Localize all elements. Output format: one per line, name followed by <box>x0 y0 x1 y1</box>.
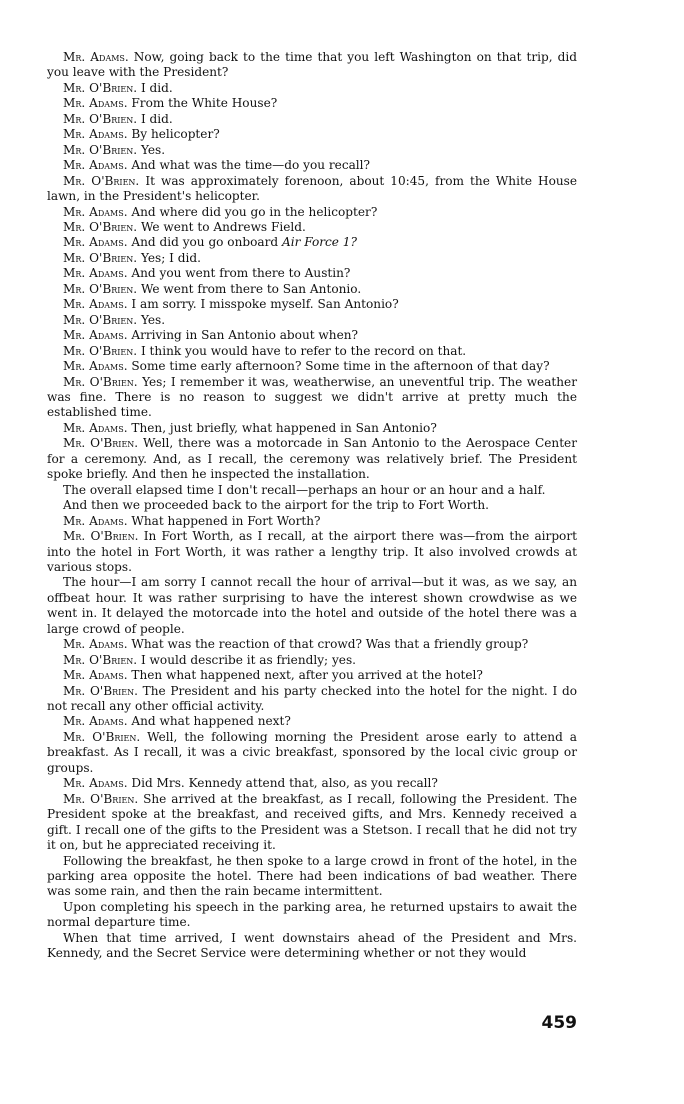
paragraph-text: When that time arrived, I went downstairs ahead of the President and Mrs. Kennedy, and the Secret Service were determining whether or not they would <box>47 930 577 961</box>
speaker-name: Mr. Adams. <box>63 359 128 374</box>
transcript-paragraph <box>47 174 577 205</box>
paragraph-text: And what was the time—do you recall? <box>127 158 371 173</box>
transcript-paragraph <box>47 668 577 683</box>
transcript-paragraph <box>47 344 577 359</box>
transcript-paragraph <box>47 529 577 575</box>
speaker-name: Mr. Adams. <box>63 513 128 528</box>
paragraph-text: I am sorry. I misspoke myself. San Antonio? <box>127 297 399 312</box>
speaker-name: Mr. Adams. <box>63 50 129 64</box>
transcript-paragraph <box>47 266 577 281</box>
transcript-paragraph <box>47 81 577 96</box>
transcript-paragraph <box>47 375 577 421</box>
paragraph-text: Yes. <box>137 312 166 327</box>
speaker-name: Mr. O'Brien. <box>63 374 138 389</box>
paragraph-text: And what happened next? <box>127 714 291 729</box>
transcript-paragraph <box>47 854 577 900</box>
speaker-name: Mr. O'Brien. <box>63 219 138 234</box>
speaker-name: Mr. O'Brien. <box>63 80 138 95</box>
paragraph-text: The President and his party checked into the hotel for the night. I do not recall any other official activity. <box>47 683 578 714</box>
speaker-name: Mr. Adams. <box>63 328 128 343</box>
transcript-paragraph <box>47 792 577 854</box>
page-number: 459 <box>541 1013 577 1033</box>
transcript-paragraph <box>47 575 577 637</box>
speaker-name: Mr. Adams. <box>63 714 128 729</box>
transcript-paragraph <box>47 653 577 668</box>
transcript-paragraph <box>47 251 577 266</box>
speaker-name: Mr. Adams. <box>63 127 128 142</box>
paragraph-text: Did Mrs. Kennedy attend that, also, as you recall? <box>127 776 438 791</box>
transcript-paragraph <box>47 220 577 235</box>
paragraph-text: In Fort Worth, as I recall, at the airport there was—from the airport into the hotel in Fort Worth, it was rather a lengthy trip. It also involved crowds at various stops. <box>47 529 577 574</box>
paragraph-text: Following the breakfast, he then spoke to a large crowd in front of the hotel, in the parking area opposite the hotel. There had been indications of bad weather. There was some rain, and then the rain became intermittent. <box>47 853 577 899</box>
paragraph-text: Some time early afternoon? Some time in the afternoon of that day? <box>127 359 550 374</box>
transcript-paragraph <box>47 235 577 250</box>
speaker-name: Mr. Adams. <box>63 204 128 219</box>
speaker-name: Mr. Adams. <box>63 96 128 111</box>
speaker-name: Mr. O'Brien. <box>63 791 139 806</box>
paragraph-text: I think you would have to refer to the record on that. <box>137 343 467 358</box>
transcript-paragraph <box>47 328 577 343</box>
paragraph-text: I did. <box>137 111 173 126</box>
paragraph-text: The overall elapsed time I don't recall—perhaps an hour or an hour and a half. <box>63 482 546 497</box>
speaker-name: Mr. Adams. <box>63 158 128 173</box>
transcript-paragraph <box>47 359 577 374</box>
speaker-name: Mr. O'Brien. <box>63 343 138 358</box>
speaker-name: Mr. O'Brien. <box>63 250 138 265</box>
paragraph-text: By helicopter? <box>127 127 220 142</box>
transcript-paragraph <box>47 143 577 158</box>
paragraph-text: Now, going back to the time that you left Washington on that trip, did you leave with the President? <box>47 50 577 80</box>
transcript-page <box>47 50 577 962</box>
transcript-paragraph <box>47 297 577 312</box>
transcript-paragraph <box>47 483 577 498</box>
italic-text: Air Force 1? <box>281 235 357 250</box>
paragraph-text: And did you go onboard <box>127 235 282 250</box>
paragraph-text: We went to Andrews Field. <box>137 219 306 234</box>
paragraph-text: From the White House? <box>127 96 278 111</box>
transcript-body <box>47 50 577 962</box>
transcript-paragraph <box>47 436 577 482</box>
paragraph-text: It was approximately forenoon, about 10:45, from the White House lawn, in the President's helicopter. <box>47 173 577 204</box>
transcript-paragraph <box>47 637 577 652</box>
transcript-paragraph <box>47 96 577 111</box>
speaker-name: Mr. Adams. <box>63 235 128 250</box>
transcript-paragraph <box>47 931 577 962</box>
paragraph-text: And you went from there to Austin? <box>127 266 351 281</box>
paragraph-text: I would describe it as friendly; yes. <box>137 652 357 667</box>
speaker-name: Mr. O'Brien. <box>63 111 138 126</box>
paragraph-text: Then, just briefly, what happened in San Antonio? <box>127 420 437 435</box>
paragraph-text: We went from there to San Antonio. <box>137 281 362 296</box>
paragraph-text: I did. <box>137 80 173 95</box>
speaker-name: Mr. O'Brien. <box>63 312 138 327</box>
transcript-paragraph <box>47 50 577 81</box>
speaker-name: Mr. O'Brien. <box>63 729 141 744</box>
transcript-paragraph <box>47 313 577 328</box>
speaker-name: Mr. O'Brien. <box>63 652 138 667</box>
transcript-paragraph <box>47 900 577 931</box>
paragraph-text: Upon completing his speech in the parking area, he returned upstairs to await the normal departure time. <box>47 899 577 930</box>
speaker-name: Mr. Adams. <box>63 668 128 683</box>
transcript-paragraph <box>47 684 577 715</box>
speaker-name: Mr. O'Brien. <box>63 436 139 451</box>
transcript-paragraph <box>47 498 577 513</box>
speaker-name: Mr. O'Brien. <box>63 142 138 157</box>
paragraph-text: And then we proceeded back to the airport for the trip to Fort Worth. <box>63 498 489 513</box>
transcript-paragraph <box>47 282 577 297</box>
paragraph-text: And where did you go in the helicopter? <box>127 204 378 219</box>
transcript-paragraph <box>47 158 577 173</box>
speaker-name: Mr. O'Brien. <box>63 529 139 544</box>
transcript-paragraph <box>47 112 577 127</box>
transcript-paragraph <box>47 514 577 529</box>
paragraph-text: What happened in Fort Worth? <box>127 513 321 528</box>
paragraph-text: Yes. <box>137 142 166 157</box>
transcript-paragraph <box>47 127 577 142</box>
paragraph-text: She arrived at the breakfast, as I recall, following the President. The President spoke at the breakfast, and received gifts, and Mrs. Kennedy received a gift. I recall one of the gifts to the President was a Stetson. I recall that he did not try it on, but he appreciated receiving it. <box>47 791 577 853</box>
paragraph-text: Yes; I did. <box>137 250 201 265</box>
transcript-paragraph <box>47 730 577 776</box>
transcript-paragraph <box>47 776 577 791</box>
speaker-name: Mr. O'Brien. <box>63 173 140 188</box>
speaker-name: Mr. O'Brien. <box>63 683 138 698</box>
speaker-name: Mr. Adams. <box>63 420 128 435</box>
transcript-paragraph <box>47 714 577 729</box>
paragraph-text: What was the reaction of that crowd? Was that a friendly group? <box>127 637 529 652</box>
speaker-name: Mr. O'Brien. <box>63 281 138 296</box>
transcript-paragraph <box>47 421 577 436</box>
paragraph-text: Arriving in San Antonio about when? <box>127 328 359 343</box>
speaker-name: Mr. Adams. <box>63 637 128 652</box>
speaker-name: Mr. Adams. <box>63 776 128 791</box>
paragraph-text: Well, the following morning the President arose early to attend a breakfast. As I recall, it was a civic breakfast, sponsored by the local civic group or groups. <box>47 729 577 775</box>
paragraph-text: Yes; I remember it was, weatherwise, an uneventful trip. The weather was fine. There is no reason to suggest we didn't arrive at pretty much the established time. <box>47 374 577 420</box>
paragraph-text: Then what happened next, after you arrived at the hotel? <box>127 668 483 683</box>
paragraph-text: Well, there was a motorcade in San Antonio to the Aerospace Center for a ceremony. And, as I recall, the ceremony was relatively brief. The President spoke briefly. And then he inspected the installation. <box>47 436 577 482</box>
paragraph-text: The hour—I am sorry I cannot recall the hour of arrival—but it was, as we say, an offbeat hour. It was rather surprising to have the interest shown crowdwise as we went in. It delayed the motorcade into the hotel and outside of the hotel there was a large crowd of people. <box>47 575 577 636</box>
speaker-name: Mr. Adams. <box>63 266 128 281</box>
transcript-paragraph <box>47 205 577 220</box>
speaker-name: Mr. Adams. <box>63 297 128 312</box>
